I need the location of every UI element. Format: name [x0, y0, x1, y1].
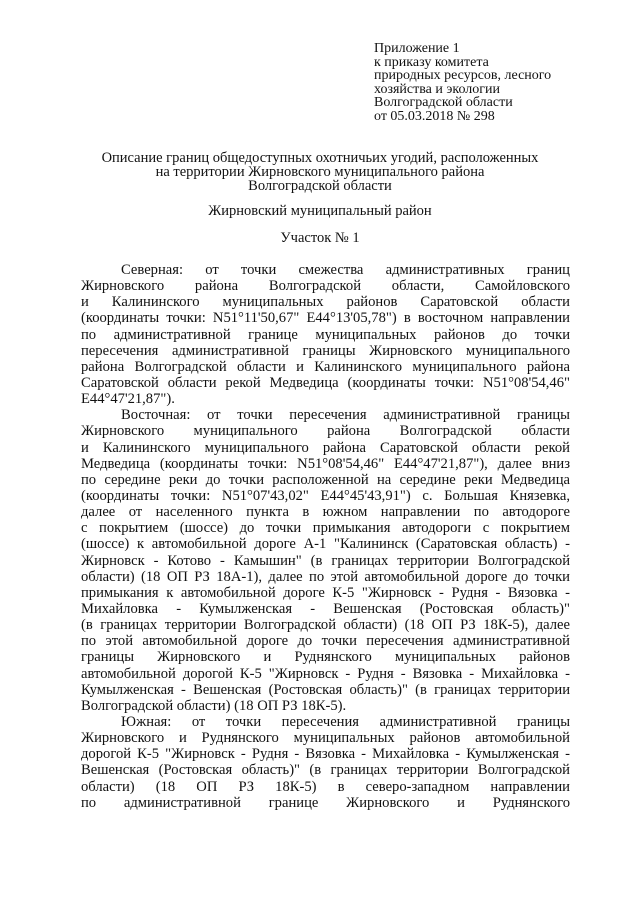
body-line: Жирновского района Волгоградской области, Самойловского: [81, 278, 570, 295]
body-line: с покрытием (шоссе) до точки примыкания автодороги с покрытием: [81, 520, 570, 537]
body-line: далее от населенного пункта в южном направлении по автодороге: [81, 504, 570, 521]
appendix-line: от 05.03.2018 № 298: [374, 108, 495, 124]
body-line: Саратовской области рекой Медведица (координаты точки: N51°08'54,46": [81, 374, 570, 391]
body-line: пересечения административной границы Жирновского муниципального: [81, 342, 570, 359]
heading-line: Описание границ общедоступных охотничьих угодий, расположенных: [101, 150, 539, 166]
body-line: по административной границе муниципальных районов до точки: [81, 326, 570, 343]
body-line: примыкания к автомобильной дороге К-5 "Жирновск - Рудня - Вязовка -: [81, 584, 570, 601]
body-line: Михайловка - Кумылженская - Вешенская (Ростовская область)": [81, 600, 570, 617]
district-title: Жирновский муниципальный район: [208, 203, 432, 219]
body-line: дорогой К-5 "Жирновск - Рудня - Вязовка - Михайловка - Кумылженская -: [81, 746, 570, 763]
body-line: Жирновского и Руднянского муниципальных районов автомобильной: [81, 730, 570, 747]
body-line: Северная: от точки смежества административных границ: [121, 262, 570, 278]
body-line: по середине реки до точки расположенной на середине реки Медведица: [81, 471, 570, 488]
document-body: [81, 262, 570, 811]
body-line: по этой автомобильной дороге до точки пересечения административной: [81, 633, 570, 650]
body-line: Медведица (координаты точки: N51°08'54,46" E44°47'21,87"), далее вниз: [81, 455, 570, 472]
appendix-line: Приложение 1: [374, 41, 460, 56]
body-line: и Калининского муниципальных районов Саратовской области: [81, 294, 570, 311]
heading-line: на территории Жирновского муниципального района: [155, 164, 485, 180]
body-line: E44°47'21,87").: [81, 391, 175, 408]
body-line: автомобильной дорогой К-5 "Жирновск - Рудня - Вязовка - Михайловка -: [81, 665, 570, 682]
body-line: области) (18 ОП РЗ 18А-1), далее по этой автомобильной дороге до точки: [81, 568, 570, 585]
body-line: Жирновск - Котово - Камышин" (в границах территории Волгоградской: [81, 552, 570, 569]
document-heading: [60, 151, 580, 193]
body-line: (в границах территории Волгоградской области) (18 ОП РЗ 18К-5), далее: [81, 617, 570, 634]
appendix-line: Волгоградской области: [374, 95, 513, 110]
body-line: Жирновского муниципального района Волгоградской области: [81, 423, 570, 440]
body-line: Восточная: от точки пересечения административной границы: [121, 407, 570, 424]
body-line: (координаты точки: N51°11'50,67" E44°13'05,78") в восточном направлении: [81, 310, 570, 327]
body-line: Южная: от точки пересечения административной границы: [121, 713, 570, 730]
appendix-line: к приказу комитета: [374, 54, 489, 70]
appendix-reference: [374, 42, 594, 123]
body-line: района Волгоградской области и Калининского муниципального района: [81, 358, 570, 375]
body-line: и Калининского муниципального района Саратовской области рекой: [81, 439, 570, 456]
body-line: Волгоградской области) (18 ОП РЗ 18К-5).: [81, 697, 347, 714]
body-line: Вешенская (Ростовская область)" (в границах территории Волгоградской: [81, 762, 570, 779]
appendix-line: хозяйства и экологии: [374, 81, 501, 97]
heading-line: Волгоградской области: [248, 178, 392, 194]
body-line: границы Жирновского и Руднянского муниципальных районов: [81, 649, 570, 666]
body-line: по административной границе Жирновского и Руднянского: [81, 794, 570, 811]
body-line: (координаты точки: N51°07'43,02" E44°45'43,91") с. Большая Князевка,: [81, 487, 570, 504]
body-line: (шоссе) к автомобильной дороге А-1 "Калининск (Саратовская область) -: [81, 536, 570, 553]
body-line: Кумылженская - Вешенская (Ростовская область)" (в границах территории: [81, 681, 570, 698]
plot-title: Участок № 1: [280, 230, 360, 246]
body-line: области) (18 ОП РЗ 18К-5) в северо-западном направлении: [81, 778, 570, 795]
appendix-line: природных ресурсов, лесного: [374, 68, 552, 83]
